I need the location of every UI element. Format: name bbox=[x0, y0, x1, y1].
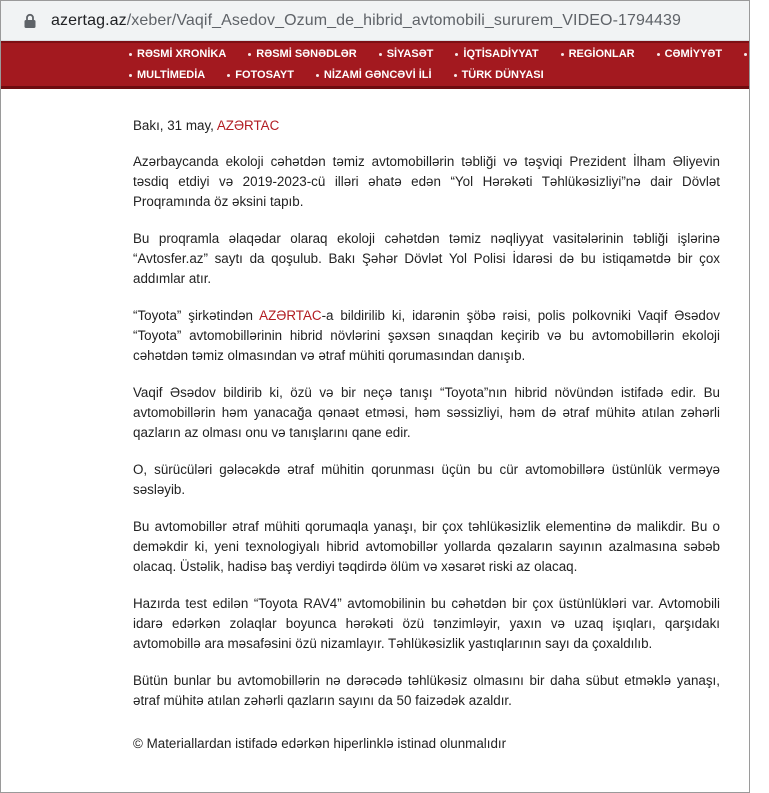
article-paragraph-2: Bu proqramla əlaqədar olaraq ekoloji cəhətdən təmiz nəqliyyat vasitələrinin təbliği işlərinə “Avtosfer.az” saytı da qoşulub. Bakı Şəhər Dövlət Yol Polisi İdarəsi də bu istiqamətdə bir çox addımlar atır. bbox=[133, 231, 720, 286]
url-path: /xeber/Vaqif_Asedov_Ozum_de_hibrid_avtomobili_sururem_VIDEO-1794439 bbox=[126, 11, 681, 29]
article-paragraph-5: O, sürücüləri gələcəkdə ətraf mühitin qorunması üçün bu cür avtomobillərə üstünlük verməyə səsləyib. bbox=[133, 462, 720, 497]
address-bar[interactable] bbox=[1, 1, 749, 41]
dateline-text: Bakı, 31 may, bbox=[133, 118, 214, 133]
nav-item-medeniyyet[interactable]: MƏ bbox=[744, 48, 769, 60]
lock-icon bbox=[23, 13, 37, 29]
article-paragraph-4: Vaqif Əsədov bildirib ki, özü və bir neçə tanışı “Toyota”nın hibrid növündən istifadə edir. Bu avtomobillərin həm yanacağa qənaət etməsi, həm səssizliyi, həm də ətraf mühitə atılan zəhərli qazların az olması onu və tanışlarını qane edir. bbox=[133, 385, 720, 440]
article-body bbox=[133, 116, 720, 771]
nav-item-siyaset[interactable]: SİYASƏT bbox=[379, 48, 434, 60]
nav-item-regionlar[interactable]: REGİONLAR bbox=[561, 48, 635, 60]
url-text[interactable] bbox=[51, 12, 681, 30]
article-paragraph-8: Bütün bunlar bu avtomobillərin nə dərəcədə təhlükəsiz olmasını bir daha sübut etməklə yanaşı, ətraf mühitə atılan zəhərli qazların sayını da 50 faizədək azaldır. bbox=[133, 673, 720, 708]
nav-item-multimedia[interactable]: MULTİMEDİA bbox=[129, 69, 205, 81]
url-host: azertag.az bbox=[51, 11, 127, 29]
article-paragraph-3 bbox=[133, 306, 720, 366]
nav-item-resmi-xronika[interactable]: RƏSMİ XRONİKA bbox=[129, 48, 226, 60]
nav-row-1 bbox=[1, 43, 769, 64]
nav-item-cemiyyet[interactable]: CƏMİYYƏT bbox=[657, 48, 723, 60]
article-paragraph-6: Bu avtomobillər ətraf mühiti qorumaqla yanaşı, bir çox təhlükəsizlik elementinə də malikdir. Bu o deməkdir ki, yeni texnologiyalı hibrid avtomobillər yollarda qəzaların sayının azalmasına səbəb olacaq. Üstəlik, hadisə baş verdiyi təqdirdə ölüm və xəsarət riski az olacaq. bbox=[133, 519, 720, 574]
copyright-notice: © Materiallardan istifadə edərkən hiperlinklə istinad olunmalıdır bbox=[133, 736, 507, 751]
article-dateline bbox=[133, 116, 720, 136]
paragraph-3-rest: -a bildirilib ki, idarənin şöbə rəisi, polis polkovniki Vaqif Əsədov “Toyota” avtomobillərinin hibrid növlərini şəxsən sınaqdan keçirib və bu avtomobillərin ekoloji cəhətdən təmiz olmasından və ətraf mühiti qorumasından danışıb. bbox=[133, 308, 721, 363]
nav-item-fotosayt[interactable]: FOTOSAYT bbox=[227, 69, 294, 81]
article-paragraph-1: Azərbaycanda ekoloji cəhətdən təmiz avtomobillərin təbliği və təşviqi Prezident İlham Əliyevin təsdiq etdiyi və 2019-2023-cü illəri əhatə edən “Yol Hərəkəti Təhlükəsizliyi”nə dair Dövlət Proqramında öz əksini tapıb. bbox=[133, 154, 720, 209]
paragraph-3-start: “Toyota” şirkətindən bbox=[133, 308, 254, 323]
agency-inline-link[interactable]: AZƏRTAC bbox=[259, 308, 322, 323]
nav-item-iqtisadiyyat[interactable]: İQTİSADİYYAT bbox=[455, 48, 538, 60]
nav-item-turk-dunyasi[interactable]: TÜRK DÜNYASI bbox=[454, 69, 544, 81]
nav-item-resmi-senedler[interactable]: RƏSMİ SƏNƏDLƏR bbox=[248, 48, 356, 60]
nav-row-2 bbox=[1, 64, 749, 86]
article-paragraph-7: Hazırda test edilən “Toyota RAV4” avtomobilinin bu cəhətdən bir çox üstünlükləri var. Avtomobili idarə edərkən zolaqlar boyunca hərəkəti özü tənzimləyir, yaxın və uzaq işıqları, qarşıdakı avtomobillə ara məsafəsini özü nizamlayır. Təhlükəsizlik yastıqlarının sayı da çoxaldılıb. bbox=[133, 596, 720, 651]
nav-item-nizami-gencevi-ili[interactable]: NİZAMİ GƏNCƏVİ İLİ bbox=[316, 69, 432, 81]
main-navigation bbox=[1, 41, 769, 89]
agency-link[interactable]: AZƏRTAC bbox=[216, 118, 280, 133]
